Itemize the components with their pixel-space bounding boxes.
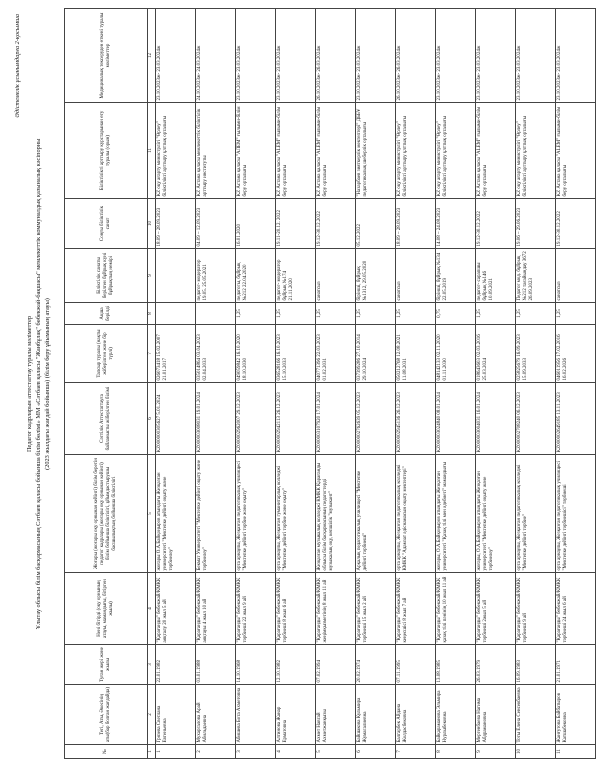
row-number: 5 xyxy=(316,745,356,759)
certificate-number: KZ000002942113 26.12.2023 xyxy=(276,383,316,455)
birth-date: 22.01.1982 xyxy=(156,645,196,685)
teacher-name: Байқараманова Эльмира Нурлыбековна xyxy=(436,685,476,745)
medical-check: 23.10.2023ж- 23.03.2024ж xyxy=(276,9,316,103)
doc-date-note: (2023 жылдағы жағдай бойынша) (білім беру ұйымының атауы) xyxy=(44,298,51,470)
header-row xyxy=(65,9,148,759)
medical-check: 23.10.2023ж- 23.03.2024ж xyxy=(236,9,276,103)
workplace-experience: "Қарағанды" бөбекжай/КМКК тәрбиеші 9 ай xyxy=(516,573,556,645)
column-header: Медициналық тексеруден өткені туралы мәліметтер xyxy=(65,9,148,103)
birth-date: 16.09.1983 xyxy=(516,645,556,685)
medical-check: 23.10.2023ж- 23.03.2024ж xyxy=(436,9,476,103)
education-specialty: орта арнаулы, Жезқазған гуманитарлық колледжі "Мектепке дейінгі тәрбие және оқыту" xyxy=(276,455,316,573)
last-course-date: 04.09 – 12.09.2023 xyxy=(196,199,236,249)
pay-rate: 1,25 xyxy=(396,303,436,325)
education-specialty: орта арнаулы, Жезқазған педагогикалық училищесі "Мектепке дейінгі тәрбиешісі" тәрбиеші xyxy=(556,455,596,573)
category-order: санатсыз xyxy=(396,249,436,303)
annex-note: Әдістемелік ұсынымдарға 2-қосымша xyxy=(14,14,21,118)
table-row xyxy=(236,9,276,759)
pay-rate: 1,25 xyxy=(356,303,396,325)
row-number: 9 xyxy=(476,745,516,759)
pay-rate: 1,25 xyxy=(556,303,596,325)
birth-date: 13.08.1985 xyxy=(436,645,476,685)
birth-date: 03.01.1988 xyxy=(196,645,236,685)
workplace-experience: "Қарағанды" бөбекжай/КМКК тәрбиеші 2жыл 5 ай xyxy=(476,573,516,645)
workplace-experience: "Қарағанды" бөбекжай/КМКК аяқталу 20 жыл 5 ай xyxy=(156,573,196,645)
last-course-date: 19.06 – 29.06.2023 xyxy=(516,199,556,249)
certificate-number: KZ000003107920 17.01.2024 xyxy=(316,383,356,455)
last-course-date: 19.12-30.12.2022 xyxy=(476,199,516,249)
table-row xyxy=(276,9,316,759)
medical-check: 23.10.2023ж- 23.03.2024ж xyxy=(516,9,556,103)
category-order xyxy=(156,249,196,303)
medical-check: 26.10.2023ж- 26.03.2024ж xyxy=(316,9,356,103)
birth-date: 07.11.1995 xyxy=(396,645,436,685)
column-number-row xyxy=(148,9,156,759)
column-header: Біліктілік санаты берілген бұйрық күні бұйрықтың нөмірі xyxy=(65,249,148,303)
education-specialty: Арқалық педагогикалық училищесі "Мектепке дейінгі тәрбиеші" xyxy=(356,455,396,573)
row-number: 4 xyxy=(276,745,316,759)
teacher-name: Байшакова Кульмира Жумагалиевна xyxy=(356,685,396,745)
workplace-experience: "Қарағанды" бөбекжай/КМКК кеңесшісі 8 жыл 7 ай xyxy=(396,573,436,645)
doc-title: Педагог кадрларын аттестаттау туралы мәліметтер xyxy=(26,315,33,453)
column-header: Соңғы біліктілік санат xyxy=(65,199,148,249)
workplace-experience: "Қарағанды" бөбекжай/КМКК аяқтауы 4 жыл 10 ай xyxy=(196,573,236,645)
attestation-table xyxy=(64,8,596,759)
education-specialty: орта арнаулы, Жезқазған педагогикалық колледжі КМКК "Адамзат әдіснамасын оқыту мектептері" xyxy=(396,455,436,573)
teacher-name: Балгарбек Айдана Жолдасбековна xyxy=(396,685,436,745)
column-number: 2 xyxy=(148,685,156,745)
category-order: педагогы, бұйрық №212 22.04.2020 xyxy=(236,249,276,303)
column-number: 8 xyxy=(148,303,156,325)
order-number: 049059842 16.10.2020 18.10.2030 xyxy=(236,325,276,383)
column-number: 3 xyxy=(148,645,156,685)
birth-date: 12.10.1982 xyxy=(276,645,316,685)
workplace-experience: "Қарағанды" бөбекжай/КМКК тәрбиеші 22 жыл 9 ай xyxy=(236,573,276,645)
last-course-date: 14.08 – 24.08.2023 xyxy=(436,199,476,249)
workplace-experience: "Қарағанды" бөбекжай/КМКК жеңімқызметінің 8 жыл 11 ай xyxy=(316,573,356,645)
column-header: Нені бітірді (оқу орнының атауы, мамандығы, бітірген жылы) xyxy=(65,573,148,645)
category-order: бірінші, бұйрық №134 22.05.2019 xyxy=(436,249,476,303)
column-header: Тегі, Аты, Әкесінің аты(бар болған жағдайда) xyxy=(65,685,148,745)
column-header: Біліктілікті арттыру курстарынан өту туралы (орын) xyxy=(65,103,148,199)
education-specialty: орта арнаулы, Жезқазған педагогикалық училищесі "Мектепке дейінгі тәрбие және оқыту" xyxy=(236,455,276,573)
course-provider: KZ Астана қаласы "ALEM" ғылыми-білім беру орталығы xyxy=(476,103,516,199)
course-provider: "Назарбаев зияткерлік мектептері" ДББҰ педагогикалық шеберлік орталығы xyxy=(356,103,396,199)
teacher-name: Грязева Светлана Евгеньевна xyxy=(156,685,196,745)
medical-check: 26.10.2023ж- 26.03.2024ж xyxy=(396,9,436,103)
category-order: педагог- сарапшы бұйрық №146 10.09.2021 xyxy=(476,249,516,303)
certificate-number: KZ000002708240 06.12.2023 xyxy=(516,383,556,455)
birth-date: 20.02.1974 xyxy=(356,645,396,685)
course-provider: KZ Астана қаласы мемлекеттік біліктілік арттыру институты xyxy=(196,103,236,199)
education-specialty: орта арнаулы, Жезқазған педагогикалық колледжі "Мектепке дейінгі тәрбие" xyxy=(516,455,556,573)
education-specialty: жоғары О.А.Байқоңыров атындағы Жезқазған университеті "Мектепке дейінгі оқыту және тәрбиелеу" xyxy=(156,455,196,573)
course-provider: KZ Астана қаласы "ALEM" ғылыми-білім беру орталығы xyxy=(556,103,596,199)
column-header: № xyxy=(65,745,148,759)
medical-check: 23.10.2023ж- 23.03.2024ж xyxy=(476,9,516,103)
table-row xyxy=(156,9,196,759)
table-row xyxy=(476,9,516,759)
last-course-date: 18.09 – 28.09.2023 xyxy=(156,199,196,249)
table-row xyxy=(556,9,596,759)
certificate-number: KZ000000305627 5.01.2024 xyxy=(156,383,196,455)
certificate-number: KZ000002962007 29.12.2023 xyxy=(236,383,276,455)
column-number: 6 xyxy=(148,383,156,455)
course-provider: KZ оқу ағарту министрлігі "Өрлеу" біліктілікті арттыру ұлттық орталығы xyxy=(396,103,436,199)
table-row xyxy=(316,9,356,759)
order-number: 037399286 27.10.2014 29.10.2024 xyxy=(356,325,396,383)
row-number: 6 xyxy=(356,745,396,759)
certificate-number: KZ000002762639 05.12.2023 xyxy=(356,383,396,455)
education-specialty: Жезқазған музыкалық колледжі КМКК Қарағанды облысы білім басқармасының педагогтерді музыкалық оқу, көпшілік "музыкант" xyxy=(316,455,356,573)
column-number: 11 xyxy=(148,103,156,199)
workplace-experience: "Қарағанды" бөбекжай/КМКК тәрбиеші 8 жыл 6 ай xyxy=(276,573,316,645)
category-order: бірінші, бұйрық №1312, 29.05.2020 xyxy=(356,249,396,303)
birth-date: 07.02.1994 xyxy=(316,645,356,685)
row-number: 11 xyxy=(556,745,596,759)
order-number: 035014864 03.04.2023 02.04.2033 xyxy=(196,325,236,383)
course-provider: KZ оқу ағарту министрлігі "Өрлеу" біліктілікті арттыру ұлттық орталығы xyxy=(156,103,196,199)
medical-check: 23.10.2023ж- 23.03.2024ж xyxy=(356,9,396,103)
column-number: 7 xyxy=(148,325,156,383)
certificate-number: KZ000002945136 26.12.2023 xyxy=(396,383,436,455)
certificate-number: KZ000002649185 13.11.2023 xyxy=(556,383,596,455)
last-course-date: 19.11-20.12. 2022 xyxy=(276,199,316,249)
column-header: Жоғары (жоғары оқу орнынан кейінгі) білім беретін педагог кадрлары (жоғары оқу орнынан кейінгі) білім бойынша біліктілігі, ұйымдастырушы басшылықтың бойынша біліктілігі xyxy=(65,455,148,573)
category-order: педагог- модератор бұйрық №174 21.11.2020 xyxy=(276,249,316,303)
row-number: 1 xyxy=(156,745,196,759)
order-number: 018643603 02.03.2016 25.03.2024 xyxy=(476,325,516,383)
pay-rate: 1,25 xyxy=(476,303,516,325)
teacher-name: Тоты Елена Сенсекбаевна xyxy=(516,685,556,745)
row-number: 8 xyxy=(436,745,476,759)
table-row xyxy=(516,9,556,759)
row-number: 10 xyxy=(516,745,556,759)
order-number: 050212768 12.08.2021 11.08.2031 xyxy=(396,325,436,383)
order-number: 048142133 02.11.2020 01.11.2030 xyxy=(436,325,476,383)
order-number: 040771396 22.03.2023 01.02.2031 xyxy=(316,325,356,383)
category-order: педагог- модератор 19.05. 25.05.2021 xyxy=(196,249,236,303)
column-number: 4 xyxy=(148,573,156,645)
order-number: 036528166 16.10.2023 15.10.2033 xyxy=(276,325,316,383)
last-course-date: 19.12-30.12.2022 xyxy=(556,199,596,249)
pay-rate: 1,25 xyxy=(236,303,276,325)
column-header: Тапсыр туралы (нақты жіберілген және бір түрлі) xyxy=(65,325,148,383)
birth-date: 26.03.1979 xyxy=(476,645,516,685)
certificate-number: KZ000003004031 16.01.2024 xyxy=(476,383,516,455)
category-order: санатсыз xyxy=(316,249,356,303)
table-row xyxy=(436,9,476,759)
order-number: 026073418 15.02.2007 21.01.2017 xyxy=(156,325,196,383)
education-specialty: жоғары, О.А.Байқоңыров атындағы Жезқазған университеті "Қазақ тілі мен әдебиеті" мамандығы xyxy=(436,455,476,573)
pay-rate: 1,25 xyxy=(316,303,356,325)
course-provider: KZ оқу ағарту министрлігі "Өрлеу" біліктілікті арттыру ұлттық орталығы xyxy=(516,103,556,199)
course-provider: KZ Астана қаласы "ALEM" ғылыми-білім беру орталығы xyxy=(316,103,356,199)
row-number: 3 xyxy=(236,745,276,759)
column-header: Сәттілік Аттестаттауға байланысты жіберілген білімі xyxy=(65,383,148,455)
order-number: 046011956 17.02.2016 16.02.2026 xyxy=(556,325,596,383)
last-course-date: 18.09 – 28.09.2023 xyxy=(396,199,436,249)
certificate-number: KZ000003024840 08.01.2024 xyxy=(436,383,476,455)
birth-date: 21.01.1971 xyxy=(556,645,596,685)
order-number: 025825679 16.09.2023 15.09.2033 xyxy=(516,325,556,383)
column-number: 1 xyxy=(148,745,156,759)
teacher-name: Жанғутова Байбатыров Катшабековна xyxy=(556,685,596,745)
teacher-name: Мухаргалова Арай Абильдаевна xyxy=(196,685,236,745)
last-course-date: 05.12.2022 xyxy=(356,199,396,249)
table-row xyxy=(196,9,236,759)
birth-date: 14.10.1968 xyxy=(236,645,276,685)
category-order: санатсыз xyxy=(556,249,596,303)
course-provider: KZ оқу ағарту министрлігі "Өрлеу" біліктілікті арттыру ұлттық орталығы xyxy=(436,103,476,199)
table-row xyxy=(396,9,436,759)
column-number: 12 xyxy=(148,9,156,103)
pay-rate: 0,75 xyxy=(436,303,476,325)
course-provider: KZ Астана қаласы "АЛЕМ" ғылыми-білім беру орталығы xyxy=(236,103,276,199)
row-number: 2 xyxy=(196,745,236,759)
last-course-date: 16.01.2020 xyxy=(236,199,276,249)
column-header: Туған жері және жылы xyxy=(65,645,148,685)
doc-subtitle: Ұлытау облысы білім басқармасының Сәтбаев қаласы бойынша білім бөлімі» ММ «Сәтбаев қаласы "Жанбұлақ" бөбекжай-бақшасы" мемлекеттік коммуналдық қазыналық кәсіпорны xyxy=(35,138,42,630)
education-specialty: жоғары, О.А.Байқоңыров атындағы Жезқазған университеті "Мектепке дейінгі оқыту және тәрбиелеу" xyxy=(476,455,516,573)
workplace-experience: "Қарағанды" бөбекжай/КМКК қазақ тілі пәнінің 10 жыл 11 ай xyxy=(436,573,476,645)
table-row xyxy=(356,9,396,759)
teacher-name: Мергенбаева Нагима Абдрамановна xyxy=(476,685,516,745)
category-order: Педагог мод. бұйрық №212 тағайындау 3672 26.09.2023 xyxy=(516,249,556,303)
teacher-name: Алтинова Жанар Ерматовна xyxy=(276,685,316,745)
pay-rate xyxy=(196,303,236,325)
column-number: 10 xyxy=(148,199,156,249)
education-specialty: Бекмат Университеті "Мектепке дейінгі оқыту және тәрбиелеу" xyxy=(196,455,236,573)
pay-rate: 1,25 xyxy=(516,303,556,325)
certificate-number: KZ000003008031 19.01.2024 xyxy=(196,383,236,455)
column-number: 9 xyxy=(148,249,156,303)
teacher-name: Абишева Бота Ахметовна xyxy=(236,685,276,745)
course-provider: KZ Астана қаласы "ALEM" ғылыми-білім беру орталығы xyxy=(276,103,316,199)
workplace-experience: "Қарағанды" бөбекжай/КМКК тәрбиеші 24 жыл 6 ай xyxy=(556,573,596,645)
column-header: Ақша берілді xyxy=(65,303,148,325)
workplace-experience: "Қарағанды" бөбекжай/КМКК тәрбиеші 15 жыл 2 ай xyxy=(356,573,396,645)
pay-rate xyxy=(156,303,196,325)
medical-check: 23.10.2023ж- 23.03.2024ж xyxy=(156,9,196,103)
pay-rate: 1,25 xyxy=(276,303,316,325)
teacher-name: Ахмет Навгай Ахметжанқызы xyxy=(316,685,356,745)
row-number: 7 xyxy=(396,745,436,759)
medical-check: 24.10.2023ж- 24.03.2024ж xyxy=(196,9,236,103)
medical-check: 23.10.2023ж- 23.03.2024ж xyxy=(556,9,596,103)
column-number: 5 xyxy=(148,455,156,573)
last-course-date: 19.12-30.12.2022 xyxy=(316,199,356,249)
